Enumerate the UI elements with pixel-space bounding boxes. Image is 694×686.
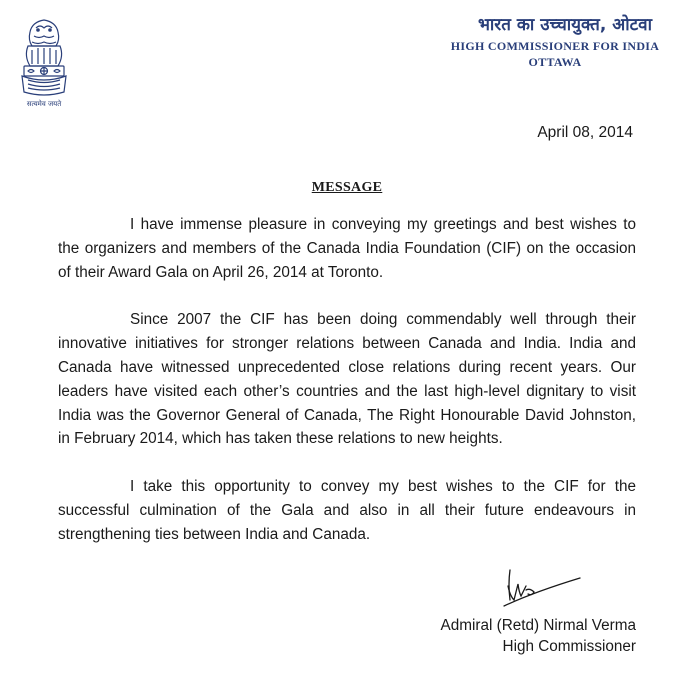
office-title-hindi: भारत का उच्चायुक्त, ओटवा <box>477 15 653 35</box>
letter-body <box>58 213 636 571</box>
letter-date: April 08, 2014 <box>537 124 633 141</box>
national-emblem <box>14 14 74 108</box>
signatory-block <box>441 615 637 657</box>
signature-icon <box>496 560 596 620</box>
signatory-title: High Commissioner <box>502 638 636 655</box>
emblem-motto: सत्यमेव जयते <box>26 100 62 108</box>
paragraph-2: Since 2007 the CIF has been doing commendably well through their innovative initiatives for stronger relations between Canada and India. India and Canada have witnessed unprecedented close relations during recent years. Our leaders have visited each other’s countries and the last high-level dignitary to visit India was the Governor General of Canada, The Right Honourable David Johnston, in February 2014, which has taken these relations to new heights. <box>58 311 636 448</box>
office-city: OTTAWA <box>528 55 582 69</box>
office-title-english: HIGH COMMISSIONER FOR INDIA <box>450 39 660 53</box>
paragraph-3: I take this opportunity to convey my best wishes to the CIF for the successful culmination of the Gala and also in all their future endeavours in strengthening ties between India and Canada. <box>58 478 636 543</box>
signatory-name: Admiral (Retd) Nirmal Verma <box>440 617 636 634</box>
handwritten-signature <box>496 560 596 620</box>
letter-heading: MESSAGE <box>311 180 383 195</box>
paragraph-1: I have immense pleasure in conveying my greetings and best wishes to the organizers and members of the Canada India Foundation (CIF) on the occasion of their Award Gala on April 26, 2014 at Toronto. <box>58 216 636 281</box>
letterhead-office <box>430 14 680 70</box>
lion-capital-icon <box>14 14 74 100</box>
